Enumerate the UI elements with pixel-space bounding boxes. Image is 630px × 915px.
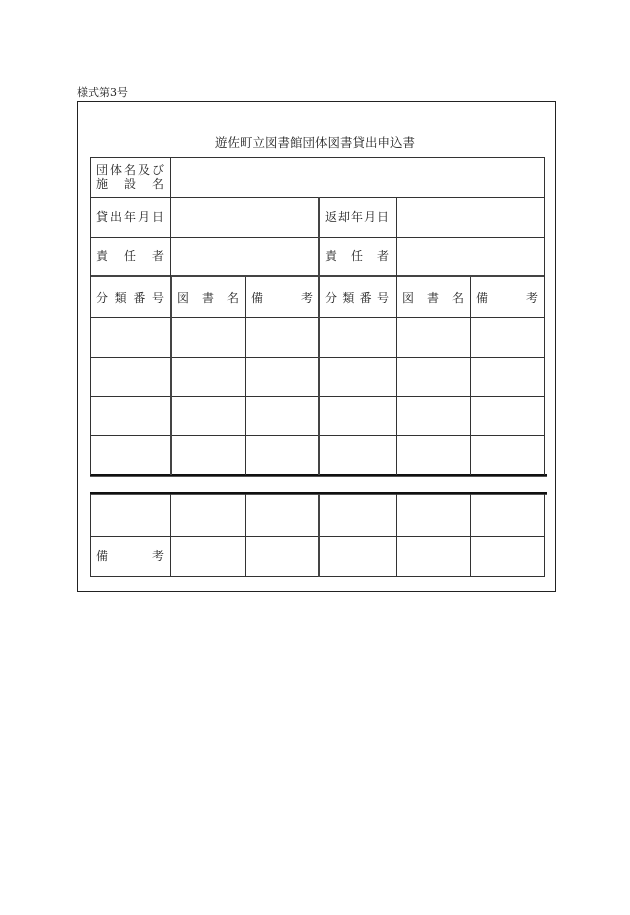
column-book-title-left: 図 書 名 xyxy=(177,291,239,305)
column-book-title-right: 図 書 名 xyxy=(402,291,464,305)
lend-date-label: 貸出年月日 xyxy=(96,210,164,224)
column-classification-right: 分類番号 xyxy=(325,291,389,305)
group-name-label xyxy=(96,163,164,191)
grid-line xyxy=(90,157,545,158)
form-number: 様式第3号 xyxy=(77,86,128,99)
grid-line xyxy=(470,277,471,475)
grid-line xyxy=(170,277,172,475)
grid-line xyxy=(544,157,545,475)
column-remarks-left: 備 考 xyxy=(251,291,313,305)
group-name-label-line1: 団体名及び xyxy=(96,163,164,177)
grid-line xyxy=(396,277,397,475)
grid-line xyxy=(544,494,545,577)
return-date-label: 返却年月日 xyxy=(325,210,389,224)
grid-line xyxy=(318,494,320,577)
person-in-charge-label-left: 責 任 者 xyxy=(96,249,164,263)
grid-line xyxy=(245,277,246,475)
grid-line xyxy=(396,494,397,577)
grid-line xyxy=(245,494,246,577)
person-in-charge-label-right: 責 任 者 xyxy=(325,249,389,263)
group-name-label-line2: 施 設 名 xyxy=(96,177,164,191)
remarks-label: 備 考 xyxy=(96,549,164,563)
column-remarks-right: 備 考 xyxy=(476,291,538,305)
grid-line xyxy=(90,157,91,475)
form-title: 遊佐町立図書館団体図書貸出申込書 xyxy=(214,135,415,150)
grid-line xyxy=(396,197,397,277)
column-classification-left: 分類番号 xyxy=(96,291,164,305)
grid-line xyxy=(90,494,91,577)
grid-line xyxy=(318,197,320,475)
grid-line xyxy=(170,157,171,277)
grid-line xyxy=(470,494,471,577)
grid-line xyxy=(170,494,171,577)
